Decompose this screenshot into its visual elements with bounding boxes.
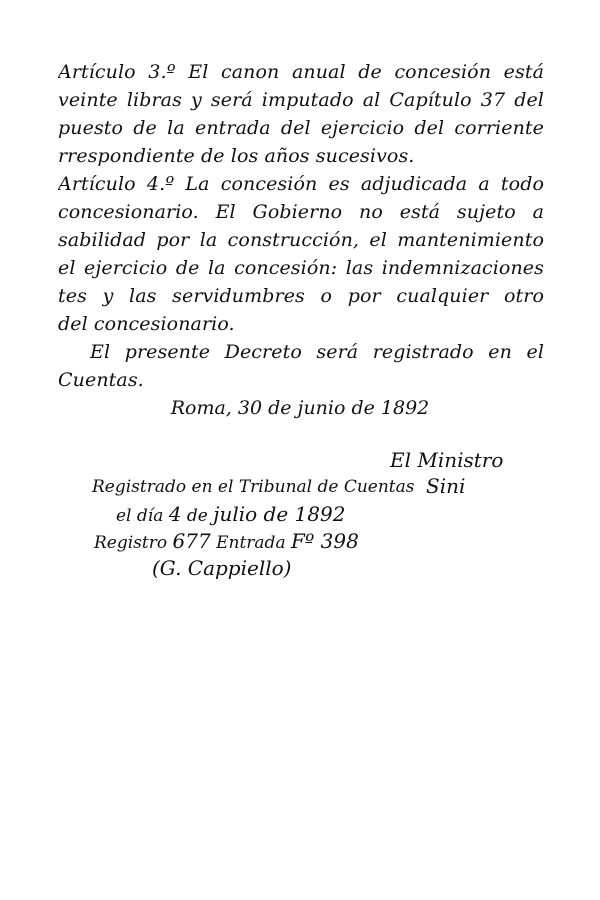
body-line-10: del concesionario.: [58, 313, 235, 335]
registration-entrada-label: Entrada: [216, 533, 286, 553]
registration-registro-label: Registro: [94, 533, 168, 553]
place-date: Roma, 30 de junio de 1892: [170, 397, 430, 419]
body-line-11: El presente Decreto será registrado en el: [90, 341, 544, 363]
body-line-9: tes y las servidumbres o por cualquier otro: [58, 285, 544, 307]
registration-line-3: [94, 530, 359, 554]
body-line-3: puesto de la entrada del ejercicio del corriente: [58, 117, 544, 139]
body-line-7: sabilidad por la construcción, el mantenimiento: [58, 229, 544, 251]
body-line-6: concesionario. El Gobierno no está sujeto a: [58, 201, 544, 223]
body-line-4: rrespondiente de los años sucesivos.: [58, 145, 415, 167]
body-line-5: Artículo 4.º La concesión es adjudicada a todo: [58, 173, 544, 195]
registration-line-1: Registrado en el Tribunal de Cuentas: [92, 477, 415, 497]
body-line-2: veinte libras y será imputado al Capítulo 37 del: [58, 89, 544, 111]
registration-line-2: [116, 503, 345, 527]
minister-name: Sini: [426, 474, 466, 498]
registration-date: julio de 1892: [213, 502, 346, 526]
registration-day: 4: [168, 502, 182, 526]
registration-signature-text: (G. Cappiello): [152, 556, 292, 580]
body-line-8: el ejercicio de la concesión: las indemnizaciones: [58, 257, 544, 279]
body-line-12: Cuentas.: [58, 369, 144, 391]
registration-folio: Fº 398: [291, 529, 359, 553]
registration-day-prefix: el día: [116, 506, 164, 526]
registration-signature: [152, 557, 291, 581]
body-line-1: Artículo 3.º El canon anual de concesión está: [58, 61, 544, 83]
minister-title: El Ministro: [390, 448, 504, 472]
registration-number: 677: [172, 529, 211, 553]
registration-de: de: [186, 506, 208, 526]
